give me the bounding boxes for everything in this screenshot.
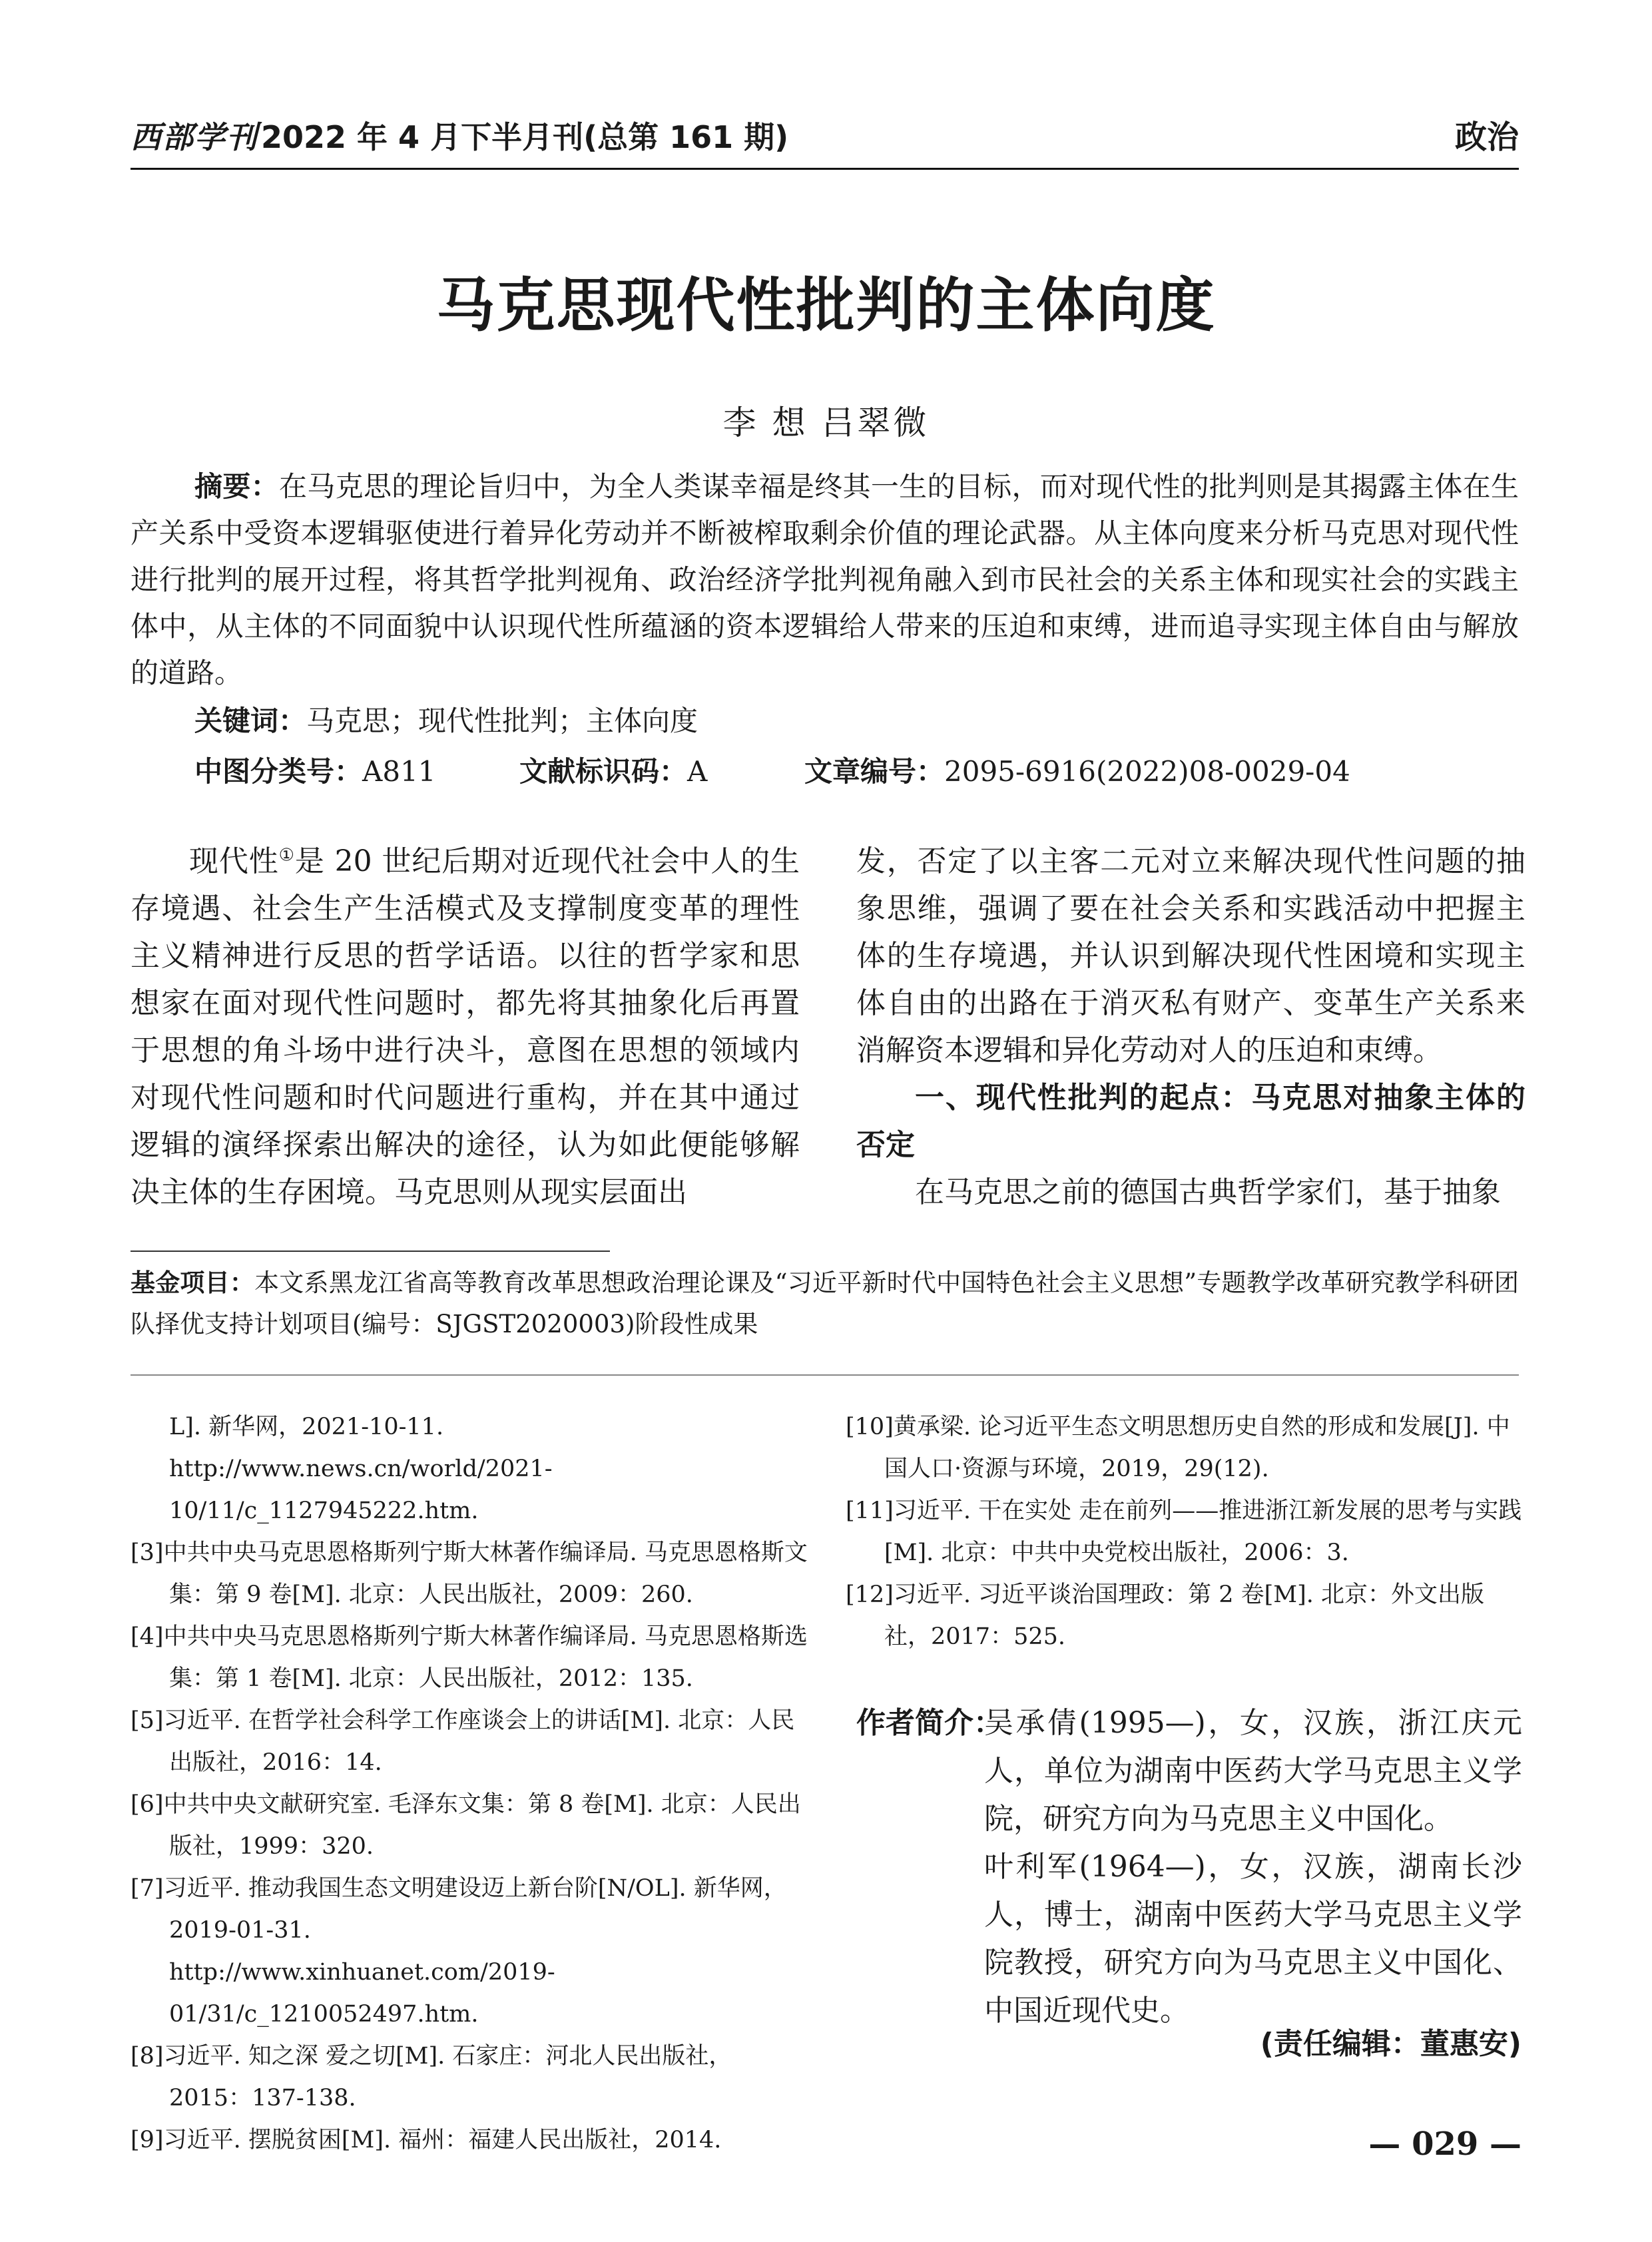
doc-code [519,748,707,795]
reference-item: http://www.xinhuanet.com/2019-01/31/c_1210052497.htm. [169,1959,555,2028]
abstract [131,463,1519,697]
author-bio-paragraph: 吴承倩(1995—)，女，汉族，浙江庆元人，单位为湖南中医药大学马克思主义学院，研究方向为马克思主义中国化。 [984,1706,1522,1836]
footnote-marker: ① [278,845,295,866]
fund-note [131,1262,1519,1345]
reference-item: [6]中共中央文献研究室. 毛泽东文集：第 8 卷[M]. 北京：人民出版社，1999：320. [131,1791,801,1860]
references-left [131,1406,810,2161]
body-column-left [131,838,800,1216]
doc-value: A [687,755,708,788]
body-paragraph: 发，否定了以主客二元对立来解决现代性问题的抽象思维，强调了要在社会关系和实践活动中把握主体的生存境遇，并认识到解决现代性困境和实现主体自由的出路在于消灭私有财产、变革生产关系来消解资本逻辑和异化劳动对人的压迫和束缚。 [856,844,1525,1067]
keywords-text: 马克思；现代性批判；主体向度 [306,704,698,737]
footnote-rule [131,1251,610,1252]
keywords [194,698,698,744]
fund-label: 基金项目： [131,1268,255,1297]
reference-item: http://www.news.cn/world/2021-10/11/c_1127945222.htm. [169,1456,553,1524]
fund-text: 本文系黑龙江省高等教育改革思想政治理论课及“习近平新时代中国特色社会主义思想”专题教学改革研究教学科研团队择优支持计划项目(编号：SJGST2020003)阶段性成果 [131,1268,1519,1338]
header-rule [131,168,1519,170]
article-number [804,748,1350,795]
clc-label: 中图分类号： [194,755,363,788]
article-number-value: 2095-6916(2022)08-0029-04 [944,755,1350,788]
doc-label: 文献标识码： [519,755,688,788]
reference-item: [8]习近平. 知之深 爱之切[M]. 石家庄：河北人民出版社，2015：137-138. [131,2043,732,2111]
journal-logo: 西部学刊 [131,119,258,155]
section-heading: 一、现代性批判的起点：马克思对抽象主体的否定 [856,1081,1525,1162]
reference-item: [9]习近平. 摆脱贫困[M]. 福州：福建人民出版社，2014. [131,2127,722,2153]
clc-code [194,748,436,795]
journal-header [131,117,788,157]
page-number: — 029 — [1368,2125,1521,2163]
reference-item: [4]中共中央马克思恩格斯列宁斯大林著作编译局. 马克思恩格斯选集：第 1 卷[M]. 北京：人民出版社，2012：135. [131,1623,808,1692]
abstract-text: 在马克思的理论旨归中，为全人类谋幸福是终其一生的目标，而对现代性的批判则是其揭露主体在生产关系中受资本逻辑驱使进行着异化劳动并不断被榨取剩余价值的理论武器。从主体向度来分析马克思对现代性进行批判的展开过程，将其哲学批判视角、政治经济学批判视角融入到市民社会的关系主体和现实社会的实践主体中，从主体的不同面貌中认识现代性所蕴涵的资本逻辑给人带来的压迫和束缚，进而追寻实现主体自由与解放的道路。 [131,470,1519,689]
clc-value: A811 [362,755,436,788]
body-paragraph [131,838,800,1216]
reference-item: L]. 新华网，2021-10-11. [169,1414,444,1440]
author-bio [856,1699,1522,2035]
reference-item: [10]黄承梁. 论习近平生态文明思想历史自然的形成和发展[J]. 中国人口·资源与环境，2019，29(12). [846,1414,1510,1482]
references-rule [131,1374,1519,1376]
section-label: 政治 [1454,119,1519,156]
body-text: 现代性 [189,844,279,878]
issue-info: 2022 年 4 月下半月刊(总第 161 期) [261,119,789,155]
abstract-label: 摘要： [194,470,279,503]
responsible-editor: (责任编辑：董惠安) [1260,2027,1521,2061]
keywords-label: 关键词： [194,704,307,737]
author-bio-label: 作者简介： [856,1706,1003,1740]
reference-item: [7]习近平. 推动我国生态文明建设迈上新台阶[N/OL]. 新华网，2019-01-31. [131,1875,787,1944]
reference-item: [3]中共中央马克思恩格斯列宁斯大林著作编译局. 马克思恩格斯文集：第 9 卷[M]. 北京：人民出版社，2009：260. [131,1540,808,1608]
reference-item: [11]习近平. 干在实处 走在前列——推进浙江新发展的思考与实践[M]. 北京：中共中央党校出版社，2006：3. [846,1498,1522,1566]
reference-item: [5]习近平. 在哲学社会科学工作座谈会上的讲话[M]. 北京：人民出版社，2016：14. [131,1707,795,1776]
author-bio-paragraph: 叶利军(1964—)，女，汉族，湖南长沙人，博士，湖南中医药大学马克思主义学院教授，研究方向为马克思主义中国化、中国近现代史。 [984,1850,1522,2028]
article-title: 马克思现代性批判的主体向度 [436,271,1216,340]
references-right [846,1406,1525,1658]
body-paragraph: 在马克思之前的德国古典哲学家们，基于抽象 [915,1175,1501,1209]
body-column-right [856,838,1525,1216]
body-text: 是 20 世纪后期对近现代社会中人的生存境遇、社会生产生活模式及支撑制度变革的理性主义精神进行反思的哲学话语。以往的哲学家和思想家在面对现代性问题时，都先将其抽象化后再置于思想的角斗场中进行决斗，意图在思想的领域内对现代性问题和时代问题进行重构，并在其中通过逻辑的演绎探索出解决的途径，认为如此便能够解决主体的生存困境。马克思则从现实层面出 [131,844,800,1209]
article-authors: 李 想 吕翠微 [722,404,930,442]
reference-item: [12]习近平. 习近平谈治国理政：第 2 卷[M]. 北京：外文出版社，2017：525. [846,1581,1485,1650]
article-number-label: 文章编号： [804,755,945,788]
